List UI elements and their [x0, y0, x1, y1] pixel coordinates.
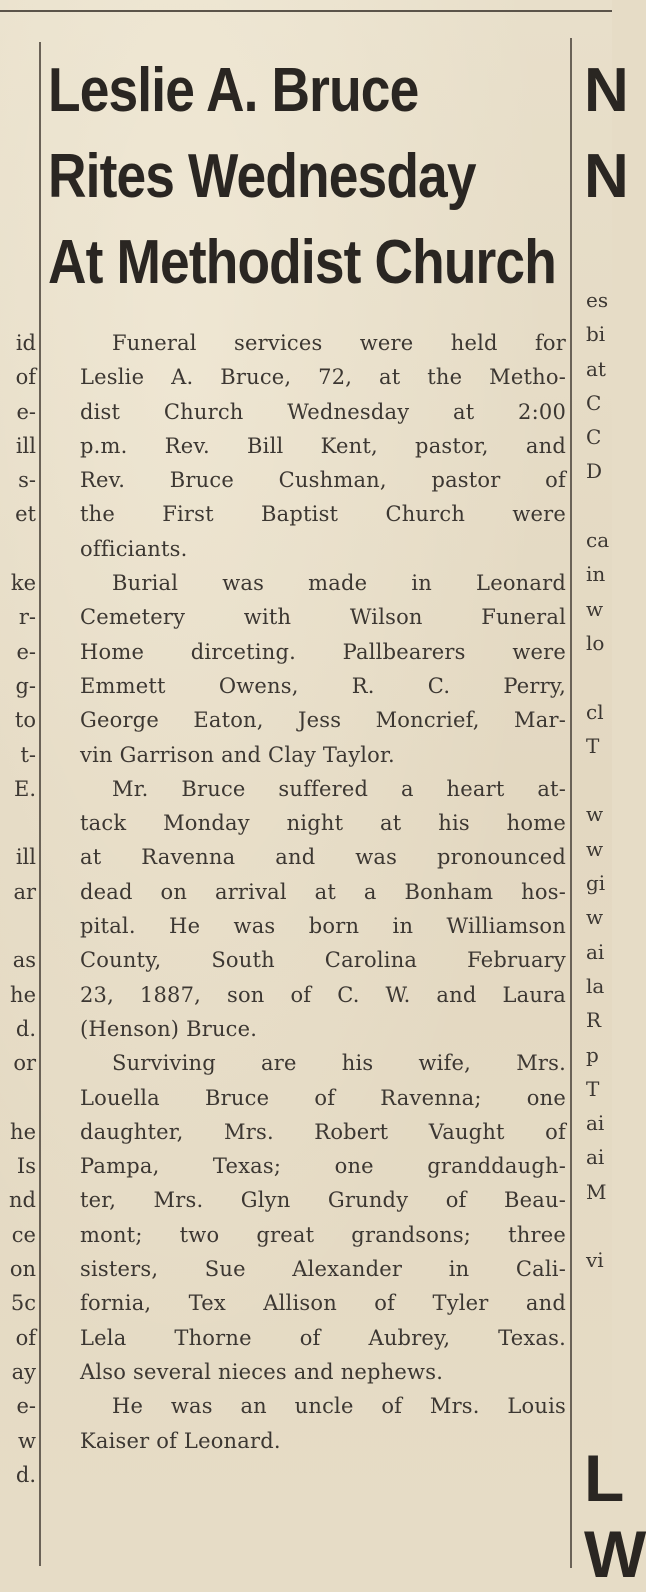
fragment-line: w	[586, 596, 604, 621]
fragment-line: ai	[586, 939, 605, 964]
fragment-line: ai	[586, 1111, 605, 1136]
article-line: at Ravenna and was pronounced	[80, 845, 566, 870]
fragment-line: C	[586, 425, 602, 450]
fragment-line: or	[13, 1051, 36, 1076]
fragment-line: nd	[9, 1188, 36, 1213]
fragment-line: M	[586, 1179, 607, 1204]
fragment-line: C	[586, 390, 602, 415]
fragment-line: of	[15, 1325, 36, 1350]
fragment-line: as	[12, 948, 36, 973]
article-line: dist Church Wednesday at 2:00	[80, 399, 566, 424]
fragment-line: t-	[20, 742, 36, 767]
article-line: Burial was made in Leonard	[112, 571, 566, 596]
article-line: George Eaton, Jess Moncrief, Mar-	[80, 708, 566, 733]
fragment-line	[0, 909, 36, 943]
fragment-line: D	[586, 459, 603, 484]
headline-line: Leslie A. Bruce	[48, 56, 419, 125]
fragment-line: r-	[18, 605, 36, 630]
fragment-line: s-	[18, 468, 36, 493]
fragment-line: ke	[10, 571, 36, 596]
fragment-line	[586, 660, 612, 694]
fragment-line: ai	[586, 1145, 605, 1170]
fragment-line: ca	[586, 528, 610, 553]
fragment-line: in	[586, 562, 606, 587]
fragment-headline-letter: W	[584, 1517, 646, 1591]
fragment-line: he	[10, 982, 36, 1007]
fragment-line: w	[586, 836, 604, 861]
fragment-line: of	[15, 365, 36, 390]
fragment-line: et	[15, 502, 36, 527]
article-line: Cemetery with Wilson Funeral	[80, 605, 566, 630]
article-line: Emmett Owens, R. C. Perry,	[80, 673, 566, 698]
article-paragraph	[48, 326, 566, 566]
fragment-line: at	[586, 356, 606, 381]
fragment-line: id	[15, 331, 36, 355]
article-line: Kaiser of Leonard.	[80, 1428, 281, 1453]
article-line: ter, Mrs. Glyn Grundy of Beau-	[80, 1188, 566, 1213]
fragment-line	[0, 1081, 36, 1115]
fragment-line: w	[586, 905, 604, 930]
article-headline	[48, 48, 556, 306]
column-rule-left	[39, 42, 41, 1566]
column-rule-right	[570, 38, 572, 1568]
fragment-line: cl	[586, 699, 604, 724]
fragment-line: e-	[16, 1394, 36, 1419]
fragment-line: es	[586, 288, 609, 312]
fragment-line: bi	[586, 322, 606, 347]
top-rule	[0, 10, 612, 12]
fragment-line: he	[10, 1119, 36, 1144]
right-column-fragment	[586, 283, 612, 1278]
article-paragraph	[48, 772, 566, 1046]
left-column-fragment	[0, 326, 36, 1492]
fragment-line: E.	[13, 776, 36, 801]
fragment-line: e-	[16, 399, 36, 424]
fragment-line: w	[586, 802, 604, 827]
fragment-line	[586, 1209, 612, 1243]
article-line: 23, 1887, son of C. W. and Laura	[80, 982, 566, 1007]
article-line: (Henson) Bruce.	[80, 1016, 258, 1041]
fragment-line: 5c	[10, 1291, 36, 1316]
fragment-line: ill	[15, 433, 36, 458]
fragment-line: vi	[586, 1248, 604, 1273]
article-line: tack Monday night at his home	[80, 811, 566, 836]
fragment-line: ill	[15, 845, 36, 870]
fragment-line: la	[586, 973, 605, 998]
right-column-headline-fragment	[584, 48, 629, 220]
fragment-headline-letter: N	[584, 56, 629, 125]
fragment-line: ar	[13, 879, 36, 904]
article-line: daughter, Mrs. Robert Vaught of	[80, 1119, 566, 1144]
article-line: He was an uncle of Mrs. Louis	[112, 1394, 566, 1419]
headline-line: Rites Wednesday	[48, 142, 476, 211]
fragment-line	[586, 763, 612, 797]
article-line: the First Baptist Church were	[80, 502, 566, 527]
fragment-line: ay	[11, 1359, 36, 1384]
article-line: Rev. Bruce Cushman, pastor of	[80, 468, 566, 493]
article-line: mont; two great grandsons; three	[80, 1222, 566, 1247]
fragment-line: lo	[586, 630, 605, 655]
article-paragraph	[48, 1046, 566, 1389]
fragment-line: gi	[586, 871, 606, 896]
article-line: sisters, Sue Alexander in Cali-	[80, 1257, 566, 1282]
fragment-line: ce	[11, 1222, 36, 1247]
fragment-line: e-	[16, 639, 36, 664]
article-line: Surviving are his wife, Mrs.	[112, 1051, 566, 1076]
article-paragraph	[48, 1389, 566, 1458]
headline-line: At Methodist Church	[48, 228, 556, 297]
article-line: Home dirceting. Pallbearers were	[80, 639, 566, 664]
fragment-headline-letter: N	[584, 142, 629, 211]
fragment-line: Is	[16, 1154, 36, 1179]
article-line: Pampa, Texas; one granddaugh-	[80, 1154, 566, 1179]
fragment-line: d.	[15, 1462, 36, 1487]
article-line: officiants.	[80, 536, 188, 561]
fragment-line	[586, 489, 612, 523]
fragment-line: p	[586, 1042, 599, 1067]
fragment-line: to	[14, 708, 36, 733]
fragment-line: d.	[15, 1016, 36, 1041]
fragment-line: on	[9, 1257, 36, 1282]
article-line: pital. He was born in Williamson	[80, 914, 566, 939]
article-body	[48, 326, 566, 1458]
fragment-headline-letter: L	[584, 1441, 625, 1515]
article-line: Funeral services were held for	[112, 331, 566, 355]
fragment-line: w	[18, 1428, 36, 1453]
article-line: vin Garrison and Clay Taylor.	[80, 742, 395, 767]
fragment-line: T	[586, 1076, 600, 1101]
article-line: Also several nieces and nephews.	[80, 1359, 444, 1384]
article-line: County, South Carolina February	[80, 948, 566, 973]
fragment-line	[0, 532, 36, 566]
article-line: Louella Bruce of Ravenna; one	[80, 1085, 566, 1110]
article-line: Mr. Bruce suffered a heart at-	[112, 776, 566, 801]
article-line: Lela Thorne of Aubrey, Texas.	[80, 1325, 566, 1350]
article-paragraph	[48, 566, 566, 772]
article-line: dead on arrival at a Bonham hos-	[80, 879, 566, 904]
article-line: Leslie A. Bruce, 72, at the Metho-	[80, 365, 566, 390]
right-bottom-headline-fragment	[584, 1440, 646, 1592]
article-line: fornia, Tex Allison of Tyler and	[80, 1291, 566, 1316]
article-line: p.m. Rev. Bill Kent, pastor, and	[80, 433, 566, 458]
fragment-line: R	[586, 1008, 602, 1033]
fragment-line	[0, 806, 36, 840]
fragment-line: T	[586, 733, 600, 758]
fragment-line: g-	[15, 673, 36, 698]
